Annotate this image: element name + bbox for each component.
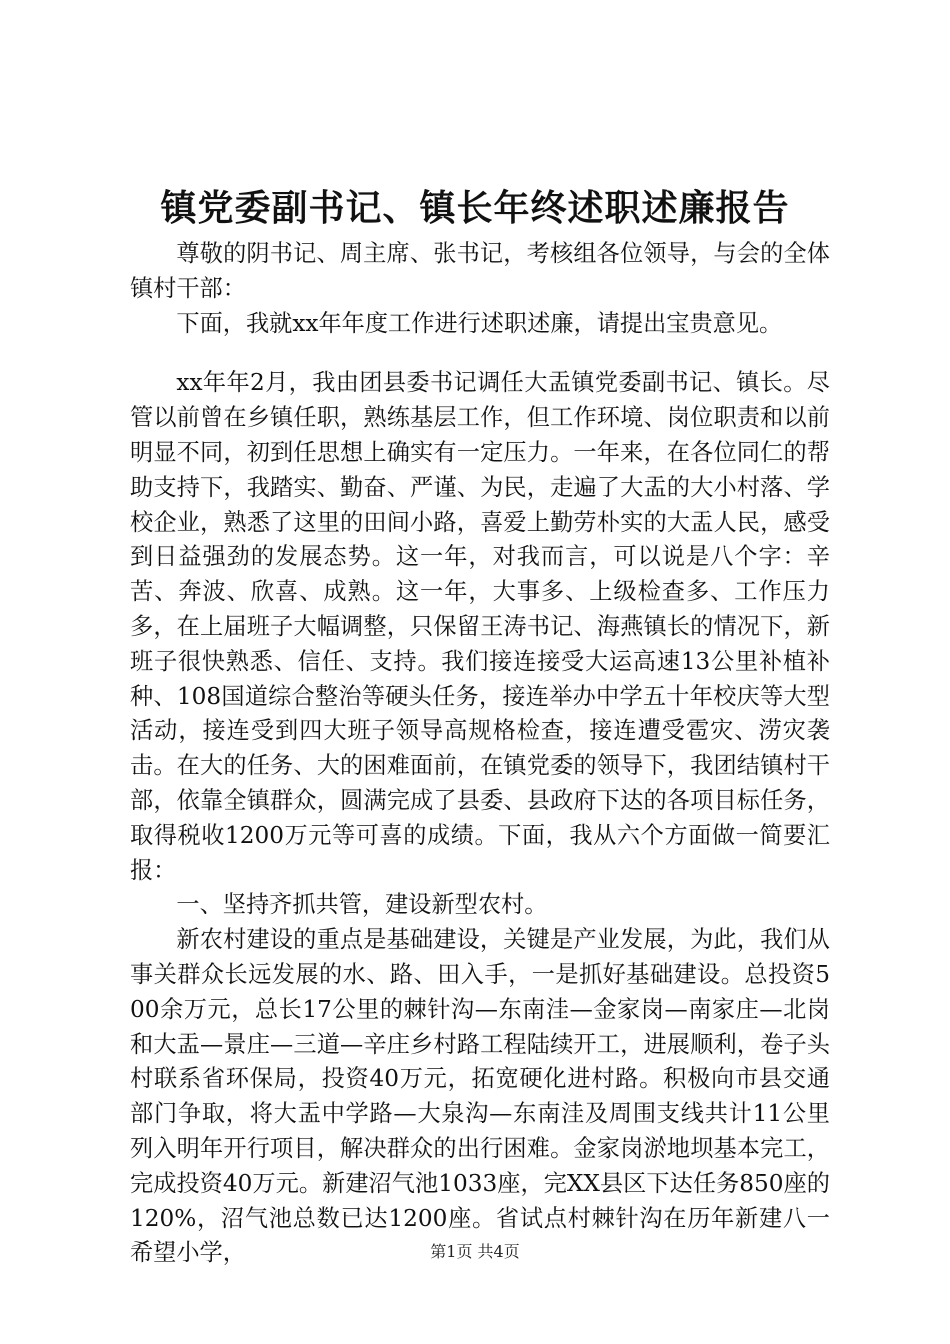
document-title: 镇党委副书记、镇长年终述职述廉报告 <box>160 187 790 229</box>
paragraph-salutation: 尊敬的阴书记、周主席、张书记，考核组各位领导，与会的全体镇村干部： <box>130 240 830 302</box>
paragraph-overview: xx年年2月，我由团县委书记调任大盂镇党委副书记、镇长。尽管以前曾在乡镇任职，熟练基层工作，但工作环境、岗位职责和以前明显不同，初到任思想上确实有一定压力。一年来，在各位同仁的帮助支持下，我踏实、勤奋、严谨、为民，走遍了大盂的大小村落、学校企业，熟悉了这里的田间小路，喜爱上勤劳朴实的大盂人民，感受到日益强劲的发展态势。这一年，对我而言，可以说是八个字：辛苦、奔波、欣喜、成熟。这一年，大事多、上级检查多、工作压力多，在上届班子大幅调整，只保留王涛书记、海燕镇长的情况下，新班子很快熟悉、信任、支持。我们接连接受大运高速13公里补植补种、108国道综合整治等硬头任务，接连举办中学五十年校庆等大型活动，接连受到四大班子领导高规格检查，接连遭受雹灾、涝灾袭击。在大的任务、大的困难面前，在镇党委的领导下，我团结镇村干部，依靠全镇群众，圆满完成了县委、县政府下达的各项目标任务，取得税收1200万元等可喜的成绩。下面，我从六个方面做一简要汇报： <box>130 369 830 884</box>
document-body <box>130 237 830 1271</box>
page-footer: 第1页 共4页 <box>430 1242 520 1261</box>
paragraph-section-1: 新农村建设的重点是基础建设，关键是产业发展，为此，我们从事关群众长远发展的水、路、田入手，一是抓好基础建设。总投资500余万元，总长17公里的棘针沟—东南洼—金家岗—南家庄—北岗和大盂—景庄—三道—辛庄乡村路工程陆续开工，进展顺利，卷子头村联系省环保局，投资40万元，拓宽硬化进村路。积极向市县交通部门争取，将大盂中学路—大泉沟—东南洼及周围支线共计11公里列入明年开行项目，解决群众的出行困难。金家岗淤地坝基本完工，完成投资40万元。新建沼气池1033座，完XX县区下达任务850座的120%，沼气池总数已达1200座。省试点村棘针沟在历年新建八一希望小学， <box>130 926 830 1267</box>
section-heading: 一、坚持齐抓共管，建设新型农村。 <box>176 891 548 919</box>
paragraph-intro: 下面，我就xx年年度工作进行述职述廉，请提出宝贵意见。 <box>176 309 783 337</box>
